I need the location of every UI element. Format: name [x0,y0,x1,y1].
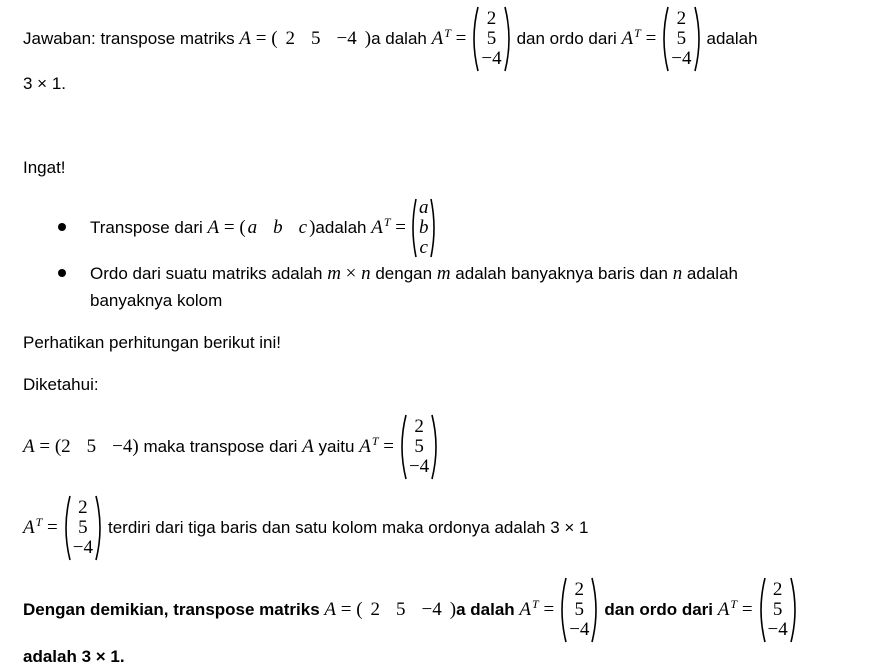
m-symbol: m [436,263,451,284]
answer-line-2 [23,72,66,96]
n-symbol: n [361,263,371,284]
answer-order-text: 3 × 1. [23,74,67,93]
bullet2-text-a: Ordo dari suatu matriks adalah [90,264,323,283]
matrix-a-expression: A = ( 2 5 −4 ) [23,436,139,457]
generic-column-vector: a b c [409,198,439,258]
bullet1-text-a: Transpose dari [90,218,203,237]
reminder-bullet-2-line-2 [90,289,222,313]
transpose-expression: $A^T$ = [359,434,394,457]
step2-text: terdiri dari tiga baris dan satu kolom maka ordonya adalah 3 × 1 [107,518,589,537]
reminder-heading [23,156,66,180]
column-vector: 2 5 −4 [469,6,513,72]
step1-text-b: yaitu [318,437,355,456]
work-known [23,373,99,397]
work-intro [23,331,281,355]
generic-row-matrix: A = ( a b c ) [207,217,316,238]
matrix-a-expression: A = ( 2 5 −4 ) [239,28,372,49]
generic-transpose: $A^T$ = [371,215,406,238]
bullet2-text-c: adalah banyaknya baris dan [455,264,668,283]
bullet2-text-d: adalah [686,264,738,283]
reminder-bullet-2-line-1 [90,262,738,286]
column-vector: 2 5 −4 [61,495,105,561]
bullet1-text-b: adalah [315,218,367,237]
times-symbol: × [345,263,357,284]
answer-suffix: adalah [706,29,758,48]
conclusion-line-1 [23,576,803,644]
m-symbol: m [327,263,341,284]
step1-text-a: maka transpose dari [143,437,298,456]
column-vector: 2 5 −4 [756,577,800,643]
transpose-expression: $A^T$ = [519,597,555,620]
work-intro-text: Perhatikan perhitungan berikut ini! [23,333,281,352]
transpose-expression: $A^T$ = [431,26,467,49]
conclusion-mid2: dan ordo dari [604,600,714,619]
column-vector: 2 5 −4 [557,577,601,643]
column-vector: 2 5 −4 [659,6,703,72]
transpose-expression-2: $A^T$ = [717,597,753,620]
reminder-heading-text: Ingat! [23,158,66,177]
bullet2-line-2: banyaknya kolom [90,291,223,310]
a-symbol: A [302,436,314,457]
answer-mid1: a dalah [371,29,427,48]
bullet-icon [58,223,66,231]
answer-prefix: Jawaban: transpose matriks [23,29,235,48]
matrix-a-expression: A = ( 2 5 −4 ) [324,599,457,620]
work-step-2 [23,494,589,562]
bullet-icon [58,269,66,277]
answer-mid2: dan ordo dari [516,29,617,48]
conclusion-line-2 [23,645,125,669]
conclusion-prefix: Dengan demikian, transpose matriks [23,600,320,619]
work-step-1 [23,413,444,481]
bullet2-text-b: dengan [375,264,433,283]
conclusion-mid1: a dalah [456,600,515,619]
work-known-text: Diketahui: [23,375,99,394]
n-symbol: n [672,263,683,284]
transpose-expression: $A^T$ = [23,515,58,538]
answer-line-1 [23,4,758,74]
column-vector: 2 5 −4 [397,414,441,480]
reminder-bullet-1 [90,196,441,260]
transpose-expression-2: $A^T$ = [621,26,657,49]
conclusion-order-text: adalah 3 × 1. [23,647,125,666]
